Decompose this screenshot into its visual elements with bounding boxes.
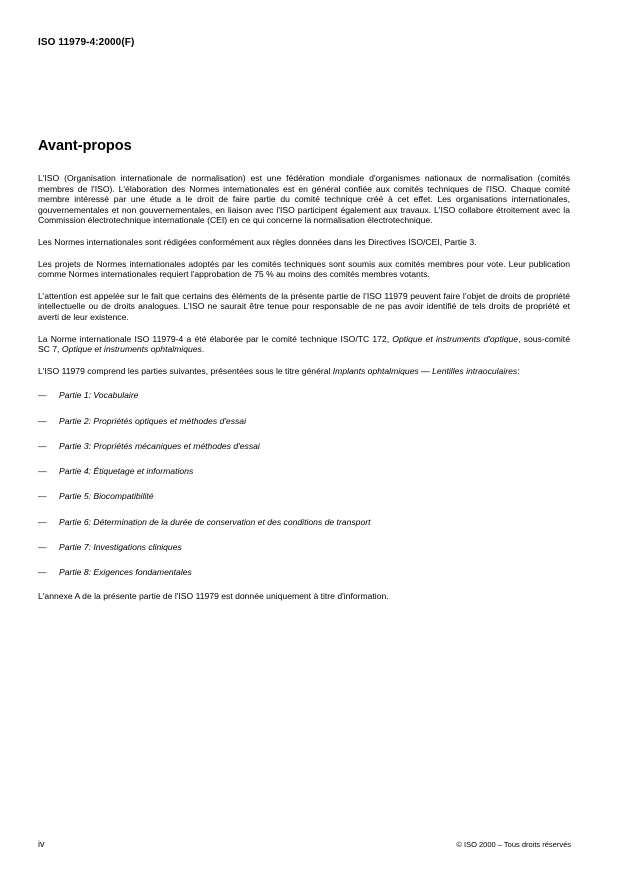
list-item-label: Partie 3: Propriétés mécaniques et méthodes d'essai — [59, 440, 260, 451]
list-item — [38, 441, 570, 452]
list-item — [38, 567, 570, 578]
parts-intro-colon: : — [517, 365, 520, 376]
document-id-header: ISO 11979-4:2000(F) — [38, 37, 135, 48]
committee-tc-name: Optique et instruments d'optique — [392, 333, 519, 344]
page-number: iv — [38, 839, 45, 849]
parts-intro-text: L'ISO 11979 comprend les parties suivantes, présentées sous le titre général — [38, 365, 333, 376]
paragraph-committee — [38, 334, 570, 355]
committee-text-3: . — [201, 344, 205, 355]
parts-list — [38, 390, 570, 578]
dash-bullet: — — [38, 542, 47, 552]
paragraph-annex-note: L'annexe A de la présente partie de l'ISO 11979 est donnée uniquement à titre d'information. — [38, 590, 389, 601]
committee-text-1: La Norme internationale ISO 11979-4 a été élaborée par le comité technique ISO/TC 172, — [38, 333, 393, 344]
dash-bullet: — — [38, 491, 47, 502]
list-item — [38, 466, 570, 477]
dash-bullet: — — [38, 440, 47, 451]
dash-bullet: — — [38, 567, 47, 578]
list-item — [38, 390, 570, 401]
paragraph-parts-intro — [38, 366, 570, 377]
copyright-notice: © ISO 2000 – Tous droits réservés — [456, 840, 571, 849]
list-item-label: Partie 2: Propriétés optiques et méthodes d'essai — [59, 415, 246, 426]
paragraph-directives: Les Normes internationales sont rédigées conformément aux règles données dans les Directives ISO/CEI, Partie 3. — [38, 236, 477, 247]
paragraph-patent-rights: L’attention est appelée sur le fait que certains des éléments de la présente partie de l’ISO 11979 peuvent faire l’objet de droits de propriété intellectuelle ou de droits analogues. L’ISO ne saurait être tenue pour responsable de ne pas avoir identifié de tels droits de propriété et averti de leur existence. — [38, 290, 570, 322]
dash-bullet: — — [38, 516, 47, 527]
dash-bullet: — — [38, 390, 47, 401]
list-item — [38, 517, 570, 528]
dash-bullet: — — [38, 466, 47, 477]
list-item — [38, 416, 570, 427]
committee-text-2: , sous-comité SC 7, — [38, 333, 570, 355]
list-item-label: Partie 5: Biocompatibilité — [59, 491, 154, 502]
list-item-label: Partie 8: Exigences fondamentales — [59, 567, 192, 578]
paragraph-voting: Les projets de Normes internationales adoptés par les comités techniques sont soumis aux comités membres pour vote. Leur publication comme Normes internationales requiert l'approbation de 75 % au moins des comités membres votants. — [38, 258, 570, 280]
list-item-label: Partie 4: Étiquetage et informations — [59, 466, 194, 477]
list-item-label: Partie 6: Détermination de la durée de conservation et des conditions de transport — [59, 516, 371, 527]
foreword-body — [38, 173, 570, 612]
page-title: Avant-propos — [38, 138, 132, 154]
parts-general-title: Implants ophtalmiques — Lentilles intraoculaires — [332, 365, 518, 376]
list-item-label: Partie 7: Investigations cliniques — [59, 542, 182, 552]
list-item — [38, 491, 570, 502]
dash-bullet: — — [38, 415, 47, 426]
list-item-label: Partie 1: Vocabulaire — [59, 390, 139, 401]
committee-sc-name: Optique et instruments ophtalmiques — [61, 344, 202, 355]
paragraph-iso-organisation: L'ISO (Organisation internationale de normalisation) est une fédération mondiale d'organismes nationaux de normalisation (comités membres de l'ISO). L'élaboration des Normes internationales est en général confiée aux comités techniques de l'ISO. Chaque comité membre intéressé par une étude a le droit de faire partie du comité technique créé à cet effet. Les organisations internationales, gouvernementales et non gouvernementales, en liaison avec l'ISO participent également aux travaux. L'ISO collabore étroitement avec la Commission électrotechnique internationale (CEI) en ce qui concerne la normalisation électrotechnique. — [38, 173, 570, 226]
list-item — [38, 542, 570, 553]
